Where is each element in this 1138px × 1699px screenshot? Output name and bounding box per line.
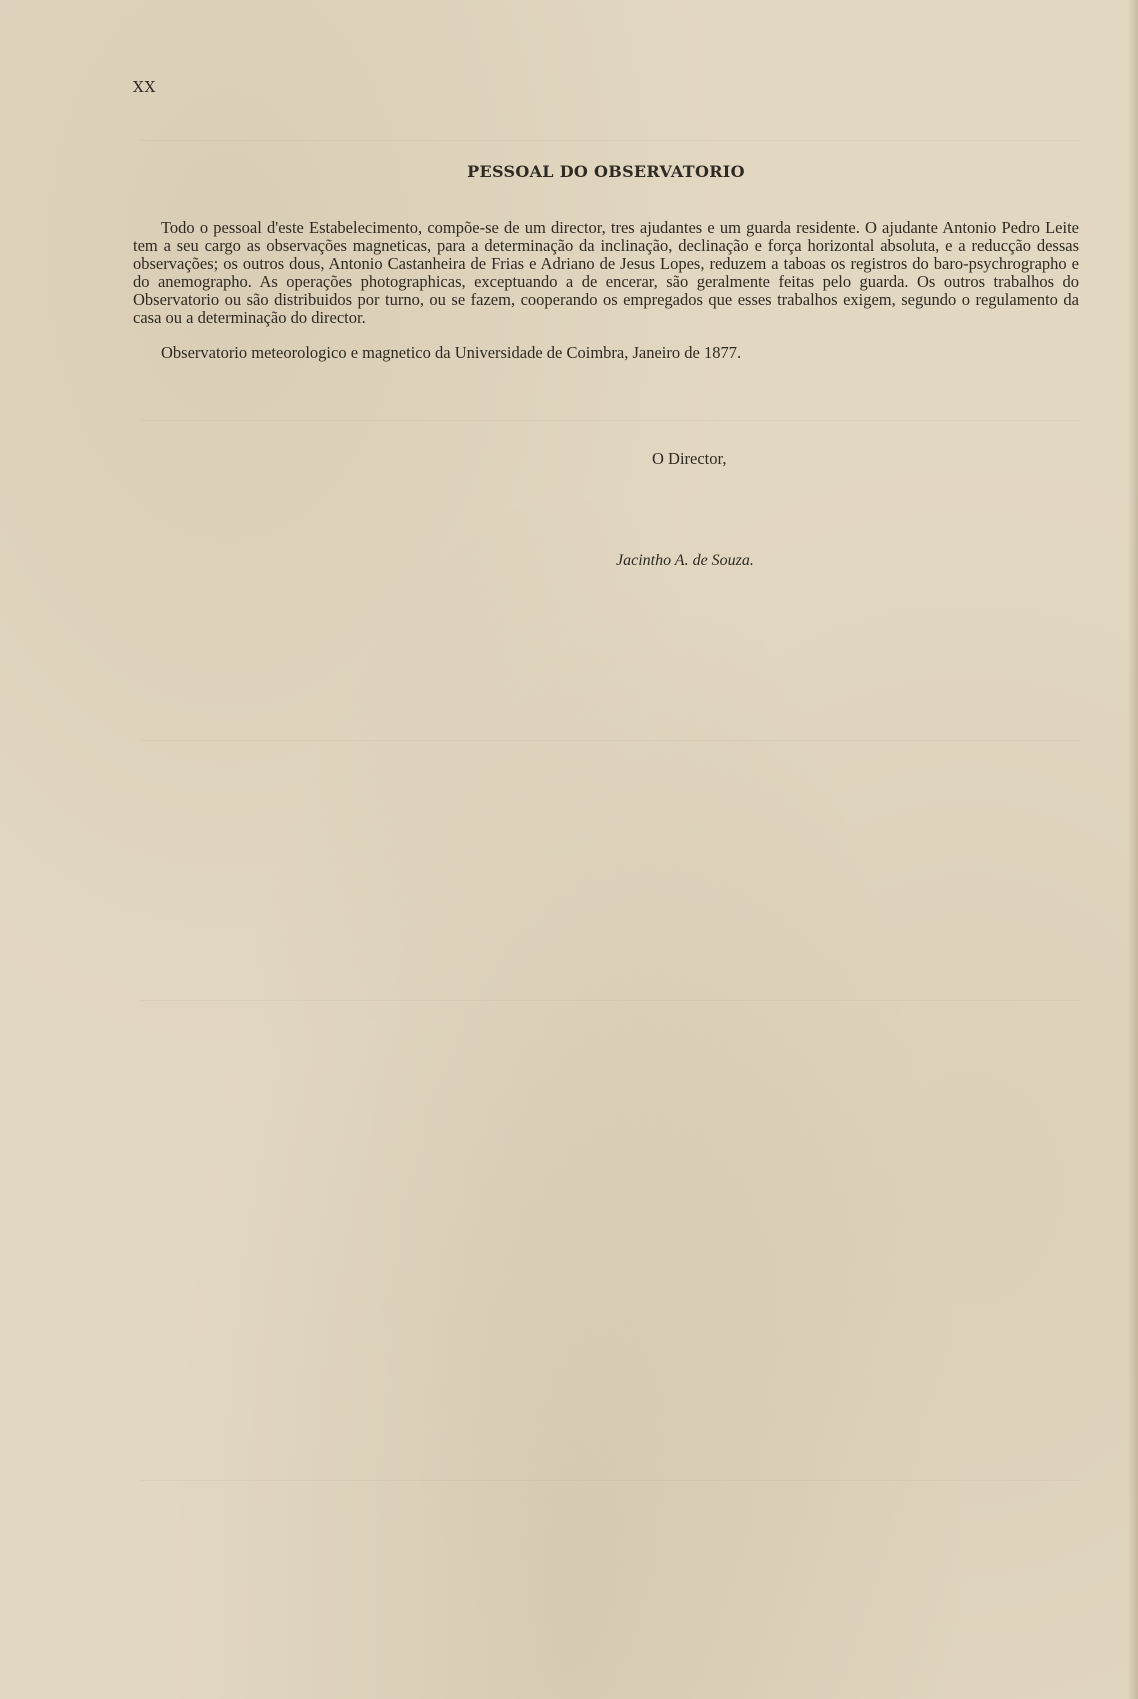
show-through-line [140,140,1080,141]
signature-title: O Director, [652,449,727,468]
section-title: PESSOAL DO OBSERVATORIO [467,162,745,181]
show-through-line [140,1000,1080,1001]
body-paragraph-staff [133,219,1079,327]
show-through-line [140,420,1080,421]
show-through-line [140,1480,1080,1481]
body-paragraph-dateline [133,344,1079,362]
paragraph-text: Todo o pessoal d'este Estabelecimento, compõe-se de um director, tres ajudantes e um guarda residente. O ajudante Antonio Pedro Leite tem a seu cargo as observações magneticas, para a determinação da inclinação, declinação e força horizontal absoluta, e a reducção dessas observações; os outros dous, Antonio Castanheira de Frias e Adriano de Jesus Lopes, reduzem a taboas os registros do baro-psychrographo e do anemographo. As operações photographicas, exceptuando a de encerar, são geralmente feitas pelo guarda. Os outros trabalhos do Observatorio ou são distribuidos por turno, ou se fazem, cooperando os empregados que esses trabalhos exigem, segundo o regulamento da casa ou a determinação do director. [133,218,1079,327]
page-number: XX [133,78,157,96]
show-through-line [140,740,1080,741]
signature-name: Jacintho A. de Souza. [616,552,754,569]
paragraph-text: Observatorio meteorologico e magnetico da Universidade de Coimbra, Janeiro de 1877. [161,343,742,362]
page-edge-shadow [1128,0,1138,1699]
